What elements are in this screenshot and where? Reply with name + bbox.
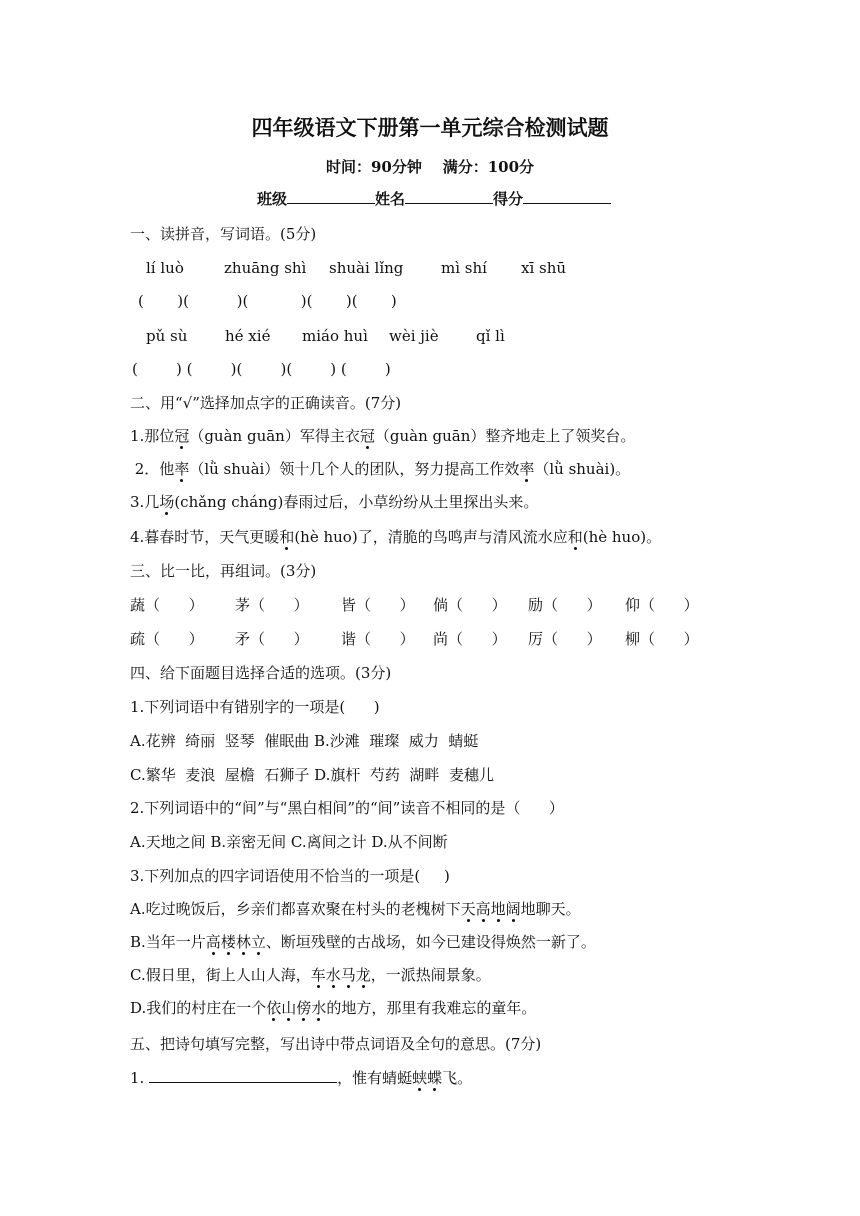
answer-brackets[interactable]: ( ) ( )( )( ) ( ) — [132, 360, 391, 378]
dotted-char: 地 — [490, 900, 506, 918]
exam-meta — [0, 156, 860, 177]
text-run: (hè huo)了，清脆的鸟鸣声与清风流水应 — [294, 528, 568, 546]
class-label: 班级 — [256, 190, 287, 208]
char-cell[interactable]: 谐（ ） — [341, 630, 415, 648]
text-run: 2．他 — [130, 460, 175, 478]
pinyin: lí luò — [146, 259, 184, 277]
options-4-2: A.天地之间 B.亲密无间 C.离间之计 D.从不间断 — [130, 833, 448, 851]
text-run: （guàn guān）整齐地走上了领奖台。 — [374, 427, 636, 445]
pinyin: xī shū — [521, 259, 567, 277]
dotted-char: 冠 — [174, 427, 190, 445]
dotted-char: 场 — [159, 493, 175, 511]
poem-blank[interactable] — [149, 1067, 337, 1083]
dotted-phrase — [461, 900, 521, 918]
dotted-char: 水 — [325, 966, 341, 984]
char-cell[interactable]: 尚（ ） — [433, 630, 507, 648]
char-cell[interactable]: 茅（ ） — [235, 596, 309, 614]
dotted-char: 蛱 — [412, 1069, 428, 1087]
text-run: 柳 — [625, 630, 641, 648]
char-cell[interactable]: 疏（ ） — [130, 630, 204, 648]
dotted-char: 高 — [205, 933, 221, 951]
text-run: (chǎng cháng)春雨过后，小草纷纷从土里探出头来。 — [174, 493, 539, 511]
char-cell[interactable]: 仰（ ） — [625, 596, 699, 614]
dotted-char: 高 — [475, 900, 491, 918]
dotted-char: 林 — [235, 933, 251, 951]
text-run: D.我们的村庄在一个 — [130, 999, 267, 1017]
text-run: 的地方，那里有我难忘的童年。 — [326, 999, 537, 1017]
text-run: 厉 — [528, 630, 544, 648]
dotted-char: 和 — [279, 528, 295, 546]
section-3-heading: 三、比一比，再组词。(3分) — [130, 562, 317, 580]
pinyin: mì shí — [441, 259, 487, 277]
full-score: 满分：100分 — [442, 158, 535, 176]
student-info — [0, 188, 860, 209]
char-cell[interactable]: 柳（ ） — [625, 630, 699, 648]
question-4-1: 1.下列词语中有错别字的一项是( ) — [130, 698, 380, 716]
text-run: 1. — [130, 1069, 145, 1087]
text-run: （guàn guān）军得主衣 — [189, 427, 360, 445]
dotted-char: 立 — [250, 933, 266, 951]
dotted-char: 冠 — [359, 427, 375, 445]
text-run: 茅 — [235, 596, 251, 614]
text-run: 倘 — [433, 596, 449, 614]
time-limit: 时间：90分钟 — [325, 158, 422, 176]
dotted-char: 率 — [519, 460, 535, 478]
dotted-char: 楼 — [220, 933, 236, 951]
class-blank[interactable] — [287, 188, 375, 204]
text-run: 4.暮春时节，天气更暖 — [130, 528, 280, 546]
char-cell[interactable]: 励（ ） — [528, 596, 602, 614]
dotted-char: 傍 — [296, 999, 312, 1017]
question-4-2: 2.下列词语中的“间”与“黑白相间”的“间”读音不相同的是（ ） — [130, 799, 564, 817]
question-2-3 — [130, 491, 538, 513]
score-label: 得分 — [493, 190, 524, 208]
text-run: （lǜ shuài）领十几个人的团队，努力提高工作效 — [189, 460, 520, 478]
char-cell[interactable]: 蔬（ ） — [130, 596, 204, 614]
name-label: 姓名 — [374, 190, 405, 208]
section-2-heading: 二、用“√”选择加点字的正确读音。(7分) — [130, 394, 402, 412]
dotted-char: 马 — [340, 966, 356, 984]
option-4-3-d — [130, 997, 536, 1019]
options-4-1-cd: C.繁华 麦浪 屋檐 石狮子 D.旗杆 芍药 湖畔 麦穗儿 — [130, 766, 494, 784]
dotted-phrase — [266, 999, 326, 1017]
dotted-char: 山 — [281, 999, 297, 1017]
text-run: 谐 — [341, 630, 357, 648]
text-run: 疏 — [130, 630, 146, 648]
dotted-phrase — [311, 966, 371, 984]
text-run: 1.那位 — [130, 427, 175, 445]
char-cell[interactable]: 矛（ ） — [235, 630, 309, 648]
question-2-1 — [130, 425, 635, 447]
text-run: 3.几 — [130, 493, 160, 511]
dotted-char: 率 — [174, 460, 190, 478]
char-cell[interactable]: 倘（ ） — [433, 596, 507, 614]
text-run: 地聊天。 — [520, 900, 581, 918]
pinyin: shuài lǐng — [329, 259, 404, 277]
question-2-2 — [130, 458, 630, 480]
question-4-3: 3.下列加点的四字词语使用不恰当的一项是( ) — [130, 867, 450, 885]
pinyin: hé xié — [225, 327, 271, 345]
dotted-phrase — [412, 1069, 442, 1087]
text-run: 、断垣残壁的古战场，如今已建设得焕然一新了。 — [265, 933, 596, 951]
text-run: 尚 — [433, 630, 449, 648]
pinyin: wèi jiè — [389, 327, 439, 345]
options-4-1-ab: A.花辨 绮丽 竖琴 催眠曲 B.沙滩 璀璨 威力 蜻蜓 — [130, 732, 479, 750]
dotted-phrase — [206, 933, 266, 951]
dotted-char: 和 — [567, 528, 583, 546]
text-run: A.吃过晚饭后，乡亲们都喜欢聚在村头的老槐树下 — [130, 900, 461, 918]
dotted-char: 天 — [460, 900, 476, 918]
dotted-char: 车 — [310, 966, 326, 984]
pinyin: miáo huì — [302, 327, 368, 345]
char-cell[interactable]: 厉（ ） — [528, 630, 602, 648]
answer-brackets[interactable]: ( )( )( )( )( ) — [138, 292, 397, 310]
text-run: 飞。 — [442, 1069, 473, 1087]
page-title: 四年级语文下册第一单元综合检测试题 — [251, 115, 609, 140]
pinyin: zhuāng shì — [224, 259, 307, 277]
section-1-heading: 一、读拼音，写词语。(5分) — [130, 225, 317, 243]
score-blank[interactable] — [523, 188, 611, 204]
text-run: 励 — [528, 596, 544, 614]
option-4-3-a — [130, 898, 581, 920]
option-4-3-c — [130, 964, 491, 986]
text-run: ，一派热闹景象。 — [370, 966, 491, 984]
text-run: 蔬 — [130, 596, 146, 614]
text-run: 皆 — [341, 596, 357, 614]
pinyin: pǔ sù — [146, 327, 188, 345]
text-run: 仰 — [625, 596, 641, 614]
text-run: 矛 — [235, 630, 251, 648]
text-run: (hè huo)。 — [582, 528, 662, 546]
name-blank[interactable] — [405, 188, 493, 204]
option-4-3-b — [130, 931, 596, 953]
dotted-char: 蝶 — [427, 1069, 443, 1087]
text-run: ，惟有蜻蜓 — [337, 1069, 413, 1087]
char-cell[interactable]: 皆（ ） — [341, 596, 415, 614]
dotted-char: 阔 — [505, 900, 521, 918]
section-4-heading: 四、给下面题目选择合适的选项。(3分) — [130, 664, 392, 682]
section-5-heading: 五、把诗句填写完整，写出诗中带点词语及全句的意思。(7分) — [130, 1035, 542, 1053]
dotted-char: 龙 — [355, 966, 371, 984]
dotted-char: 依 — [266, 999, 282, 1017]
pinyin: qǐ lì — [476, 327, 505, 345]
text-run: B.当年一片 — [130, 933, 206, 951]
text-run: C.假日里，街上人山人海， — [130, 966, 311, 984]
text-run: （lǜ shuài)。 — [534, 460, 631, 478]
question-5-1 — [130, 1067, 472, 1089]
dotted-char: 水 — [311, 999, 327, 1017]
question-2-4 — [130, 526, 661, 548]
